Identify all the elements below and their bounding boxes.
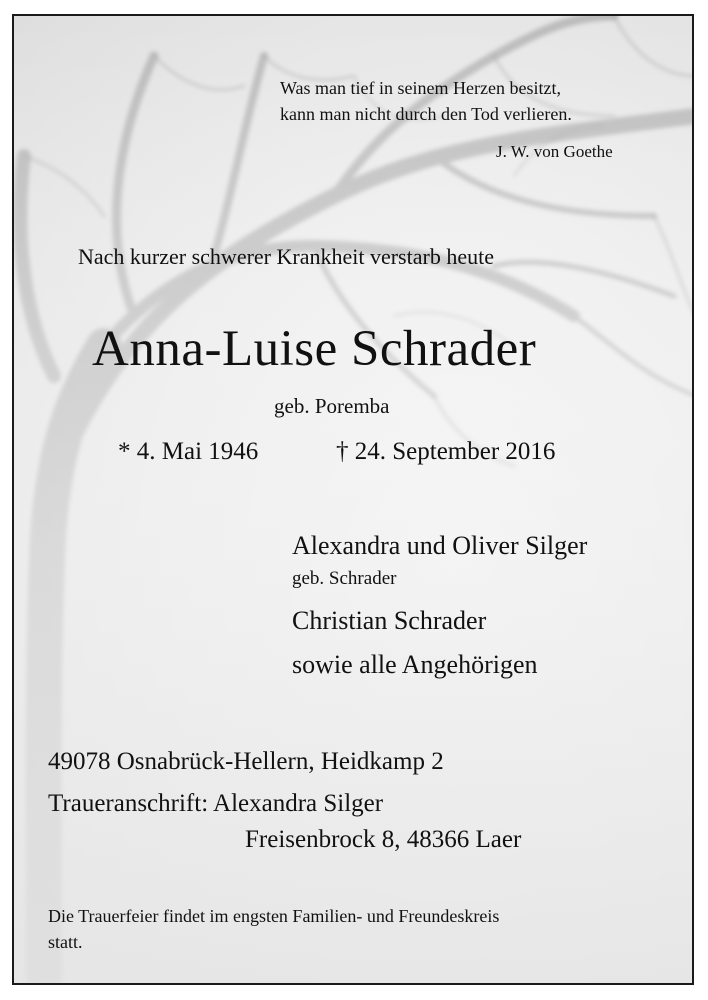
birth-date: * 4. Mai 1946	[118, 438, 259, 465]
mourner-1: Alexandra und Oliver Silger	[292, 531, 588, 560]
obituary-card	[12, 14, 694, 985]
death-date: † 24. September 2016	[336, 438, 556, 465]
mourner-3: sowie alle Angehörigen	[292, 650, 538, 679]
intro-text: Nach kurzer schwerer Krankheit verstarb heute	[78, 244, 494, 269]
quote-line-2: kann man nicht durch den Tod verlieren.	[280, 104, 572, 124]
mourner-1-note: geb. Schrader	[292, 568, 397, 589]
funeral-note-line-2: statt.	[48, 932, 83, 952]
quote-line-1: Was man tief in seinem Herzen besitzt,	[280, 78, 561, 98]
mourning-address-line-1: Traueranschrift: Alexandra Silger	[48, 790, 384, 817]
mourning-address-line-2: Freisenbrock 8, 48366 Laer	[245, 826, 522, 853]
mourner-2: Christian Schrader	[292, 606, 487, 635]
home-address: 49078 Osnabrück-Hellern, Heidkamp 2	[48, 748, 444, 775]
funeral-note-line-1: Die Trauerfeier findet im engsten Familien- und Freundeskreis	[48, 906, 500, 926]
deceased-name: Anna-Luise Schrader	[92, 321, 537, 377]
maiden-name: geb. Poremba	[274, 394, 390, 418]
quote-author: J. W. von Goethe	[496, 142, 613, 161]
